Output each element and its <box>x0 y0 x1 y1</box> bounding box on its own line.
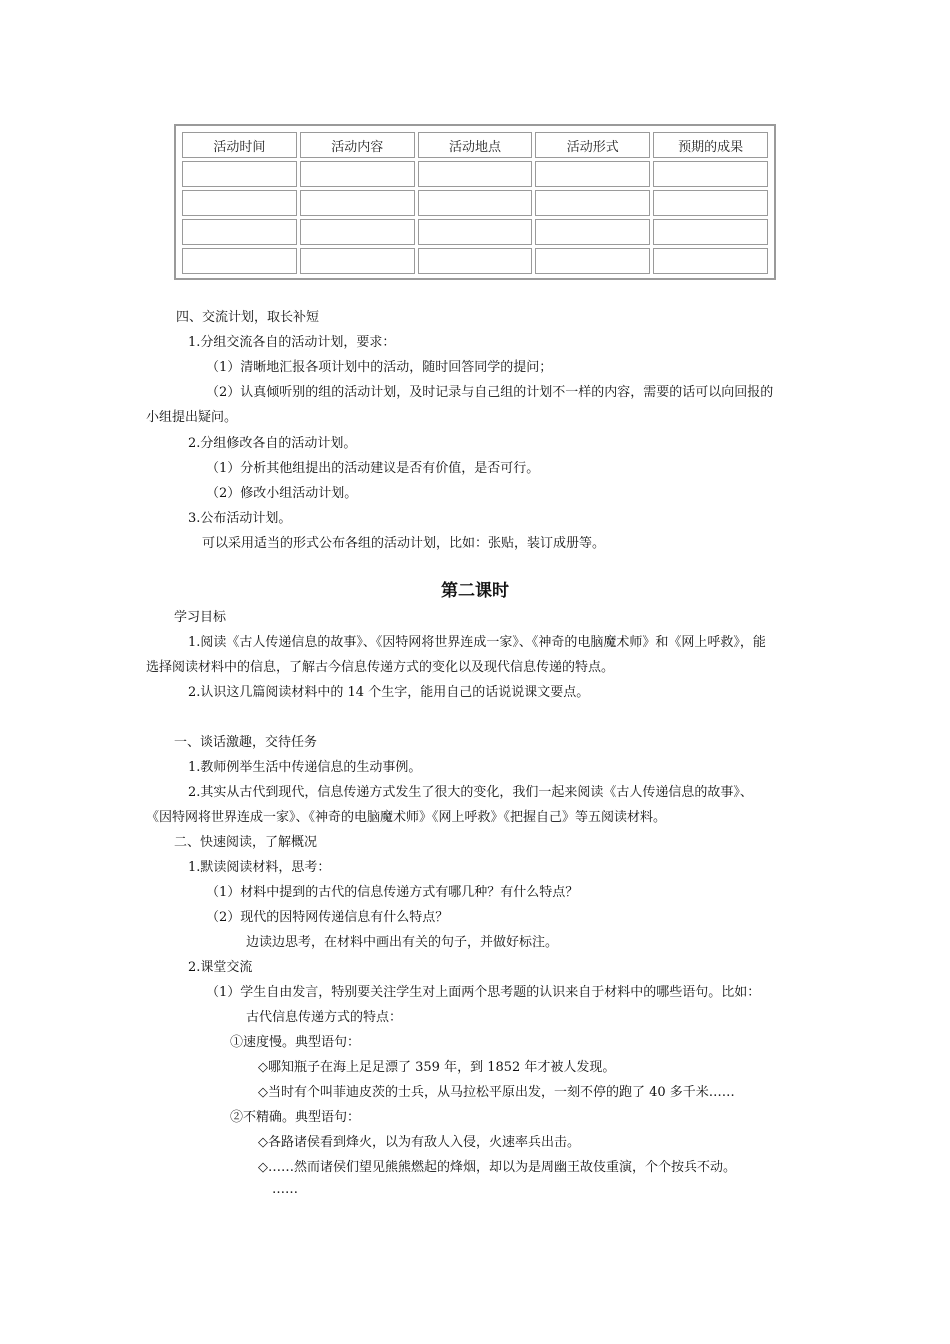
list-item: 1.教师例举生活中传递信息的生动事例。 <box>188 760 422 775</box>
list-item: ②不精确。典型语句： <box>230 1110 361 1125</box>
ellipsis: …… <box>272 1182 298 1197</box>
table-cell <box>182 219 297 245</box>
section-heading: 学习目标 <box>174 610 227 625</box>
table-header-row <box>182 132 768 158</box>
list-item: 2.认识这几篇阅读材料中的 14 个生字，能用自己的话说说课文要点。 <box>188 685 590 700</box>
table-header-cell: 预期的成果 <box>653 132 768 158</box>
list-item: （2）现代的因特网传递信息有什么特点？ <box>206 910 449 925</box>
list-item: ①速度慢。典型语句： <box>230 1035 361 1050</box>
section-heading: 二、快速阅读，了解概况 <box>174 835 318 850</box>
table-cell <box>182 248 297 274</box>
page-title: 第二课时 <box>441 581 509 601</box>
section-heading: 一、谈话激趣，交待任务 <box>174 735 318 750</box>
table-cell <box>418 190 533 216</box>
quote-item: ◇哪知瓶子在海上足足漂了 359 年，到 1852 年才被人发现。 <box>258 1060 616 1075</box>
table-header-cell: 活动内容 <box>300 132 415 158</box>
list-item-continuation: 选择阅读材料中的信息，了解古今信息传递方式的变化以及现代信息传递的特点。 <box>146 660 615 675</box>
list-item: （1）学生自由发言，特别要关注学生对上面两个思考题的认识来自于材料中的哪些语句。比如： <box>206 985 761 1000</box>
list-item-continuation: 小组提出疑问。 <box>146 410 238 425</box>
table-row <box>182 161 768 187</box>
table-header-cell: 活动形式 <box>535 132 650 158</box>
table-cell <box>653 190 768 216</box>
paragraph: 边读边思考，在材料中画出有关的句子，并做好标注。 <box>246 935 559 950</box>
table-row <box>182 219 768 245</box>
table-cell <box>300 161 415 187</box>
table-cell <box>300 219 415 245</box>
table-cell <box>535 248 650 274</box>
paragraph: 可以采用适当的形式公布各组的活动计划，比如：张贴，装订成册等。 <box>202 536 606 551</box>
list-item: （1）材料中提到的古代的信息传递方式有哪几种？有什么特点？ <box>206 885 579 900</box>
table-cell <box>653 219 768 245</box>
table-cell <box>653 248 768 274</box>
list-item: 2.分组修改各自的活动计划。 <box>188 436 357 451</box>
table-cell <box>418 161 533 187</box>
list-item: （2）认真倾听别的组的活动计划，及时记录与自己组的计划不一样的内容，需要的话可以向回报的 <box>206 385 774 400</box>
table-header-cell: 活动时间 <box>182 132 297 158</box>
table-cell <box>182 161 297 187</box>
list-item: 1.默读阅读材料，思考： <box>188 860 331 875</box>
paragraph: 古代信息传递方式的特点： <box>246 1010 403 1025</box>
table-cell <box>535 219 650 245</box>
quote-item: ◇……然而诸侯们望见熊熊燃起的烽烟，却以为是周幽王故伎重演，个个按兵不动。 <box>258 1160 736 1175</box>
table-cell <box>535 190 650 216</box>
section-heading: 四、交流计划，取长补短 <box>176 310 320 325</box>
quote-item: ◇当时有个叫菲迪皮茨的士兵，从马拉松平原出发，一刻不停的跑了 40 多千米…… <box>258 1085 735 1100</box>
table-cell <box>300 190 415 216</box>
table-cell <box>418 219 533 245</box>
table-cell <box>182 190 297 216</box>
list-item: 3.公布活动计划。 <box>188 511 292 526</box>
activity-plan-table <box>174 124 776 280</box>
list-item: 1.分组交流各自的活动计划，要求： <box>188 335 396 350</box>
table-cell <box>418 248 533 274</box>
table-cell <box>535 161 650 187</box>
table-header-cell: 活动地点 <box>418 132 533 158</box>
list-item: （1）分析其他组提出的活动建议是否有价值，是否可行。 <box>206 461 540 476</box>
list-item: 1.阅读《古人传递信息的故事》、《因特网将世界连成一家》、《神奇的电脑魔术师》和《网上呼救》，能 <box>188 635 766 650</box>
table-cell <box>300 248 415 274</box>
table-row <box>182 248 768 274</box>
table-cell <box>653 161 768 187</box>
list-item: 2.其实从古代到现代，信息传递方式发生了很大的变化，我们一起来阅读《古人传递信息的故事》、 <box>188 785 753 800</box>
table-row <box>182 190 768 216</box>
quote-item: ◇各路诸侯看到烽火，以为有敌人入侵，火速率兵出击。 <box>258 1135 580 1150</box>
list-item-continuation: 《因特网将世界连成一家》、《神奇的电脑魔术师》《网上呼救》《把握自己》等五阅读材料。 <box>146 810 667 825</box>
list-item: （2）修改小组活动计划。 <box>206 486 358 501</box>
list-item: （1）清晰地汇报各项计划中的活动，随时回答同学的提问； <box>206 360 553 375</box>
list-item: 2.课堂交流 <box>188 960 253 975</box>
